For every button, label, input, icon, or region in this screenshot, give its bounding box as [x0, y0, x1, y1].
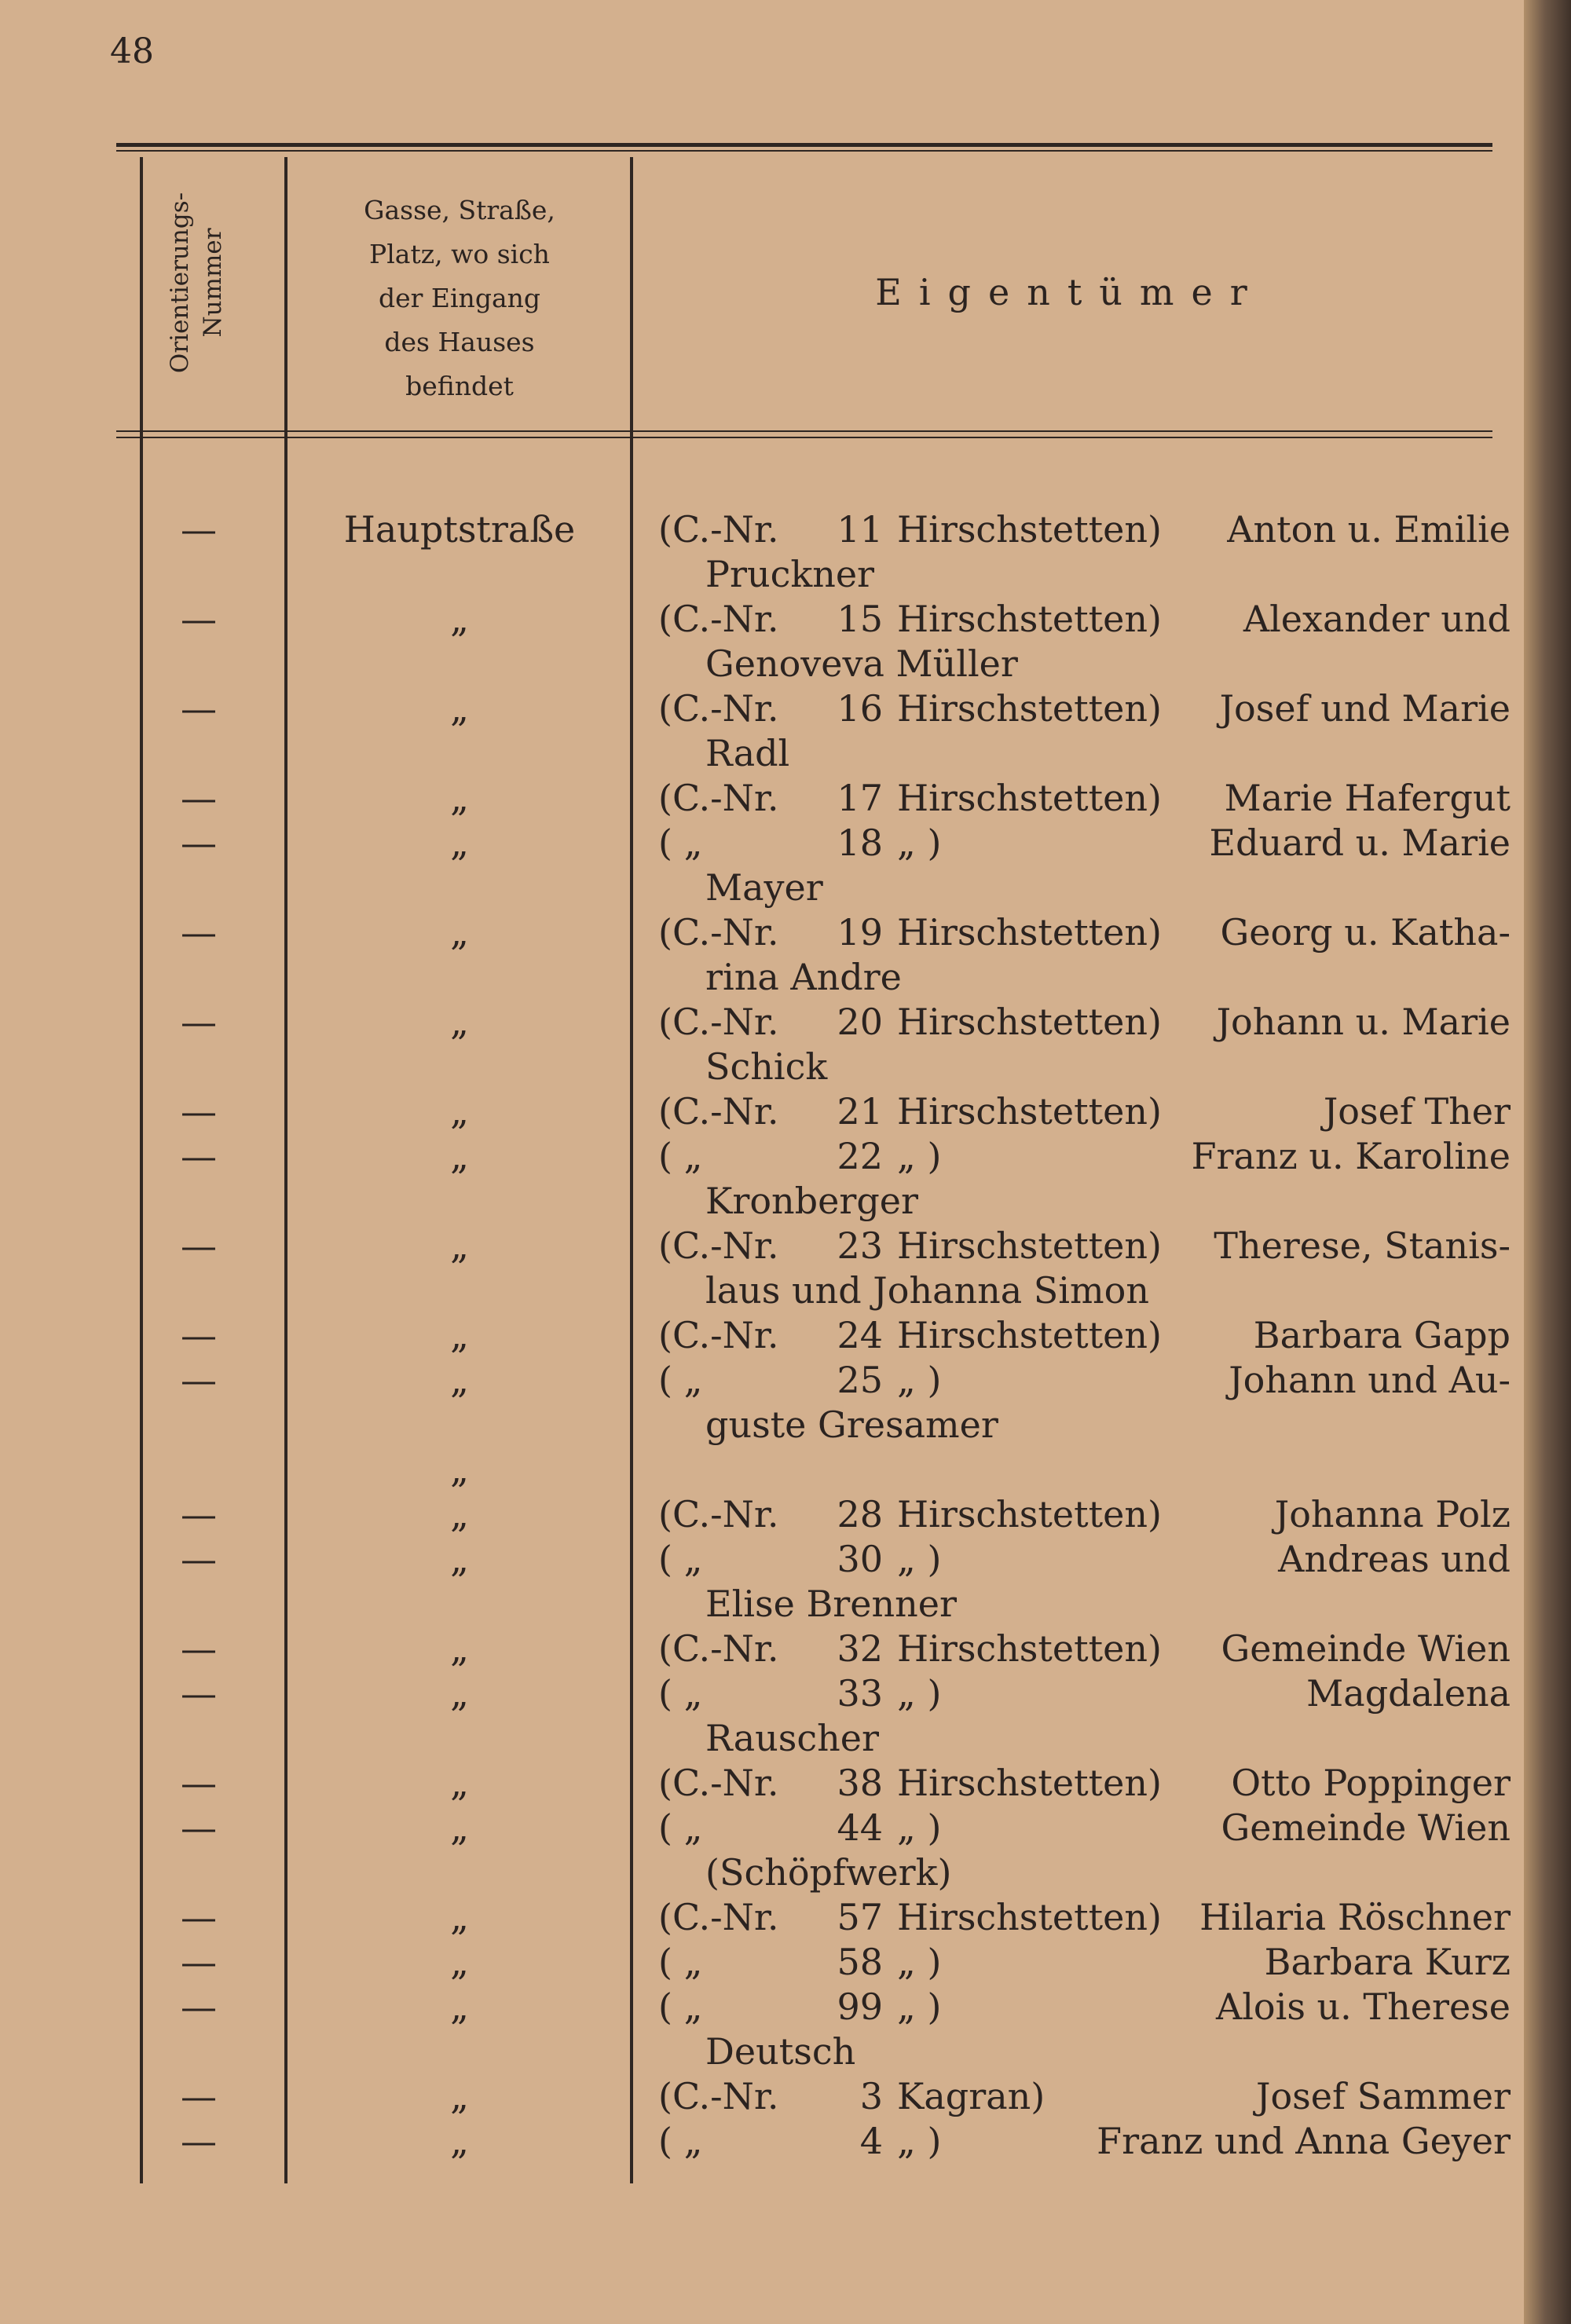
owner-name: Alois u. Therese — [1215, 1985, 1511, 2028]
street-name: „ — [450, 1672, 469, 1715]
conscription-number: 3 — [859, 2075, 883, 2117]
conscription-number: 21 — [837, 1090, 883, 1133]
owner-entry — [658, 1985, 1511, 2029]
owner-name: Barbara Gapp — [1253, 1314, 1511, 1356]
street-name: „ — [450, 1493, 469, 1535]
owner-entry — [658, 686, 1511, 731]
conscription-number: 38 — [837, 1762, 883, 1804]
orientation-number: — — [181, 2120, 217, 2162]
locality: „ ) — [897, 2120, 942, 2162]
locality: Hirschstetten) — [897, 598, 1162, 640]
owner-name: Josef Sammer — [1256, 2075, 1511, 2117]
table-row — [0, 1492, 1571, 1537]
owner-entry — [658, 1313, 1511, 1358]
orientation-number: — — [181, 1135, 217, 1177]
owner-entry — [658, 1895, 1511, 1940]
owner-name: Franz u. Karoline — [1191, 1135, 1511, 1177]
locality: „ ) — [897, 822, 942, 864]
street-name: „ — [450, 687, 469, 730]
street-name: „ — [450, 1359, 469, 1401]
table-row — [0, 1358, 1571, 1447]
owner-continuation: Kronberger — [705, 1180, 918, 1222]
conscription-number: 15 — [837, 598, 883, 640]
conscription-label: ( „ — [658, 822, 703, 864]
locality: Hirschstetten) — [897, 1493, 1162, 1535]
orientation-number: — — [181, 822, 217, 864]
locality: „ ) — [897, 1941, 942, 1983]
conscription-label: ( „ — [658, 1359, 703, 1401]
table-row — [0, 1985, 1571, 2074]
header-rule — [116, 430, 1492, 432]
table-row — [0, 686, 1571, 776]
street-name: „ — [450, 2075, 469, 2117]
owner-name: Alexander und — [1243, 598, 1511, 640]
street-name: „ — [450, 911, 469, 953]
table-row — [0, 2074, 1571, 2119]
table-row — [0, 2119, 1571, 2164]
orientation-number: — — [181, 1359, 217, 1401]
orientation-number: — — [181, 1090, 217, 1133]
locality: Hirschstetten) — [897, 911, 1162, 953]
owner-entry — [658, 910, 1511, 955]
orientation-number: — — [181, 1538, 217, 1580]
owner-continuation: Schick — [705, 1045, 828, 1088]
owner-entry — [658, 507, 1511, 552]
owner-entry — [658, 2074, 1511, 2119]
conscription-number: 24 — [837, 1314, 883, 1356]
header-rule-thin — [116, 437, 1492, 438]
conscription-number: 4 — [859, 2120, 883, 2162]
conscription-number: 23 — [837, 1224, 883, 1267]
owner-name: Marie Hafergut — [1224, 777, 1511, 819]
street-name: „ — [450, 1985, 469, 2028]
owner-entry — [658, 821, 1511, 866]
column-header-orientation-number: Orientierungs- Nummer — [166, 192, 227, 374]
orientation-number: — — [181, 911, 217, 953]
table-row — [0, 1313, 1571, 1358]
conscription-label: (C.-Nr. — [658, 1001, 779, 1043]
conscription-number: 57 — [837, 1896, 883, 1938]
conscription-label: (C.-Nr. — [658, 508, 779, 551]
orientation-number: — — [181, 1896, 217, 1938]
conscription-number: 32 — [837, 1627, 883, 1670]
top-rule — [116, 143, 1492, 147]
table-row — [0, 1806, 1571, 1895]
orientation-number: — — [181, 2075, 217, 2117]
table-row — [0, 1761, 1571, 1806]
street-name: „ — [450, 1001, 469, 1043]
orientation-number: — — [181, 1627, 217, 1670]
table-row — [0, 1134, 1571, 1224]
locality: „ ) — [897, 1672, 942, 1715]
owner-entry — [658, 2119, 1511, 2164]
column-header-street: Gasse, Straße, Platz, wo sich der Eingang des Hauses befindet — [364, 195, 555, 401]
table-row — [0, 507, 1571, 597]
conscription-number: 22 — [837, 1135, 883, 1177]
owner-entry — [658, 1492, 1511, 1537]
orientation-number: — — [181, 1941, 217, 1983]
owner-name: Magdalena — [1306, 1672, 1511, 1715]
conscription-label: (C.-Nr. — [658, 1224, 779, 1267]
street-name: „ — [450, 1627, 469, 1670]
street-name: „ — [450, 1806, 469, 1849]
conscription-label: ( „ — [658, 1941, 703, 1983]
street-name: Hauptstraße — [343, 508, 576, 551]
street-name: „ — [450, 1896, 469, 1938]
owner-entry — [658, 1358, 1511, 1403]
locality: Hirschstetten) — [897, 1224, 1162, 1267]
owner-name: Franz und Anna Geyer — [1097, 2120, 1511, 2162]
street-name: „ — [450, 1941, 469, 1983]
owner-name: Johanna Polz — [1274, 1493, 1511, 1535]
street-name: „ — [450, 2120, 469, 2162]
owner-name: Gemeinde Wien — [1221, 1806, 1511, 1849]
conscription-label: ( „ — [658, 1985, 703, 2028]
locality: Kagran) — [897, 2075, 1046, 2117]
owner-name: Gemeinde Wien — [1221, 1627, 1511, 1670]
conscription-label: (C.-Nr. — [658, 1627, 779, 1670]
conscription-label: (C.-Nr. — [658, 1762, 779, 1804]
owner-entry — [658, 1627, 1511, 1671]
conscription-number: 11 — [837, 508, 883, 551]
conscription-label: ( „ — [658, 2120, 703, 2162]
street-name: „ — [450, 1314, 469, 1356]
locality: „ ) — [897, 1538, 942, 1580]
owner-entry — [658, 1940, 1511, 1985]
conscription-number: 28 — [837, 1493, 883, 1535]
table-row — [0, 1089, 1571, 1134]
street-name: „ — [450, 1448, 469, 1491]
table-row — [0, 1000, 1571, 1089]
table-row — [0, 1895, 1571, 1940]
street-name: „ — [450, 1135, 469, 1177]
conscription-number: 16 — [837, 687, 883, 730]
page-number: 48 — [110, 31, 154, 71]
table-row — [0, 910, 1571, 1000]
orientation-number: — — [181, 1224, 217, 1267]
conscription-number: 25 — [837, 1359, 883, 1401]
locality: „ ) — [897, 1359, 942, 1401]
conscription-label: (C.-Nr. — [658, 598, 779, 640]
orientation-number: — — [181, 687, 217, 730]
conscription-number: 17 — [837, 777, 883, 819]
conscription-label: ( „ — [658, 1672, 703, 1715]
owner-entry — [658, 776, 1511, 821]
orientation-number: — — [181, 777, 217, 819]
locality: Hirschstetten) — [897, 508, 1162, 551]
owner-continuation: (Schöpfwerk) — [705, 1851, 952, 1894]
street-name: „ — [450, 1090, 469, 1133]
conscription-label: (C.-Nr. — [658, 1314, 779, 1356]
table-row — [0, 597, 1571, 686]
table-row — [0, 1671, 1571, 1761]
conscription-number: 20 — [837, 1001, 883, 1043]
owner-entry — [658, 1089, 1511, 1134]
orientation-number: — — [181, 1985, 217, 2028]
owner-continuation: Pruckner — [705, 553, 875, 595]
conscription-label: (C.-Nr. — [658, 1896, 779, 1938]
table-row — [0, 1537, 1571, 1627]
street-name: „ — [450, 777, 469, 819]
conscription-number: 30 — [837, 1538, 883, 1580]
owner-continuation: Deutsch — [705, 2030, 856, 2073]
street-name: „ — [450, 822, 469, 864]
conscription-number: 33 — [837, 1672, 883, 1715]
conscription-label: (C.-Nr. — [658, 1493, 779, 1535]
orientation-number: — — [181, 1493, 217, 1535]
conscription-number: 58 — [837, 1941, 883, 1983]
conscription-number: 19 — [837, 911, 883, 953]
owner-name: Barbara Kurz — [1264, 1941, 1511, 1983]
conscription-number: 99 — [837, 1985, 883, 2028]
owner-entry — [658, 1806, 1511, 1850]
owner-continuation: Rauscher — [705, 1717, 879, 1759]
locality: Hirschstetten) — [897, 687, 1162, 730]
owner-entry — [658, 1671, 1511, 1716]
conscription-label: ( „ — [658, 1806, 703, 1849]
owner-continuation: Genoveva Müller — [705, 642, 1018, 685]
conscription-label: (C.-Nr. — [658, 911, 779, 953]
locality: „ ) — [897, 1135, 942, 1177]
table-row — [0, 1224, 1571, 1313]
owner-name: Georg u. Katha- — [1220, 911, 1511, 953]
owner-name: Andreas und — [1278, 1538, 1511, 1580]
orientation-number: — — [181, 1762, 217, 1804]
table-row — [0, 776, 1571, 821]
owner-name: Otto Poppinger — [1231, 1762, 1511, 1804]
locality: Hirschstetten) — [897, 1627, 1162, 1670]
conscription-label: ( „ — [658, 1135, 703, 1177]
orientation-number: — — [181, 1314, 217, 1356]
orientation-number: — — [181, 1001, 217, 1043]
orientation-number: — — [181, 1806, 217, 1849]
table-row — [0, 1447, 1571, 1492]
locality: Hirschstetten) — [897, 1314, 1162, 1356]
owner-name: Hilaria Röschner — [1199, 1896, 1511, 1938]
locality: Hirschstetten) — [897, 777, 1162, 819]
street-name: „ — [450, 598, 469, 640]
owner-name: Josef und Marie — [1219, 687, 1511, 730]
conscription-number: 18 — [837, 822, 883, 864]
conscription-label: (C.-Nr. — [658, 1090, 779, 1133]
street-name: „ — [450, 1224, 469, 1267]
locality: Hirschstetten) — [897, 1762, 1162, 1804]
conscription-label: ( „ — [658, 1538, 703, 1580]
locality: „ ) — [897, 1806, 942, 1849]
locality: Hirschstetten) — [897, 1896, 1162, 1938]
table-row — [0, 1627, 1571, 1671]
top-rule-thin — [116, 150, 1492, 152]
owner-entry — [658, 1224, 1511, 1268]
owner-name: Josef Ther — [1323, 1090, 1511, 1133]
owner-continuation: rina Andre — [705, 956, 902, 998]
locality: Hirschstetten) — [897, 1090, 1162, 1133]
column-header-owner: Eigentümer — [875, 271, 1265, 313]
orientation-number: — — [181, 1672, 217, 1715]
locality: „ ) — [897, 1985, 942, 2028]
conscription-label: (C.-Nr. — [658, 687, 779, 730]
owner-continuation: Mayer — [705, 866, 823, 909]
orientation-number: — — [181, 508, 217, 551]
street-name: „ — [450, 1762, 469, 1804]
conscription-label: (C.-Nr. — [658, 2075, 779, 2117]
table-row — [0, 1940, 1571, 1985]
owner-name: Anton u. Emilie — [1227, 508, 1511, 551]
orientation-number: — — [181, 598, 217, 640]
owner-continuation: laus und Johanna Simon — [705, 1269, 1149, 1312]
table-row — [0, 821, 1571, 910]
street-name: „ — [450, 1538, 469, 1580]
owner-name: Johann u. Marie — [1216, 1001, 1511, 1043]
owner-entry — [658, 597, 1511, 642]
owner-entry — [658, 1761, 1511, 1806]
conscription-number: 44 — [837, 1806, 883, 1849]
conscription-label: (C.-Nr. — [658, 777, 779, 819]
owner-entry — [658, 1134, 1511, 1179]
owner-name: Therese, Stanis- — [1214, 1224, 1511, 1267]
locality: Hirschstetten) — [897, 1001, 1162, 1043]
owner-name: Eduard u. Marie — [1209, 822, 1511, 864]
owner-continuation: guste Gresamer — [705, 1404, 998, 1446]
owner-entry — [658, 1000, 1511, 1045]
owner-entry — [658, 1537, 1511, 1582]
owner-continuation: Elise Brenner — [705, 1583, 957, 1625]
owner-name: Johann und Au- — [1229, 1359, 1511, 1401]
owner-continuation: Radl — [705, 732, 790, 774]
